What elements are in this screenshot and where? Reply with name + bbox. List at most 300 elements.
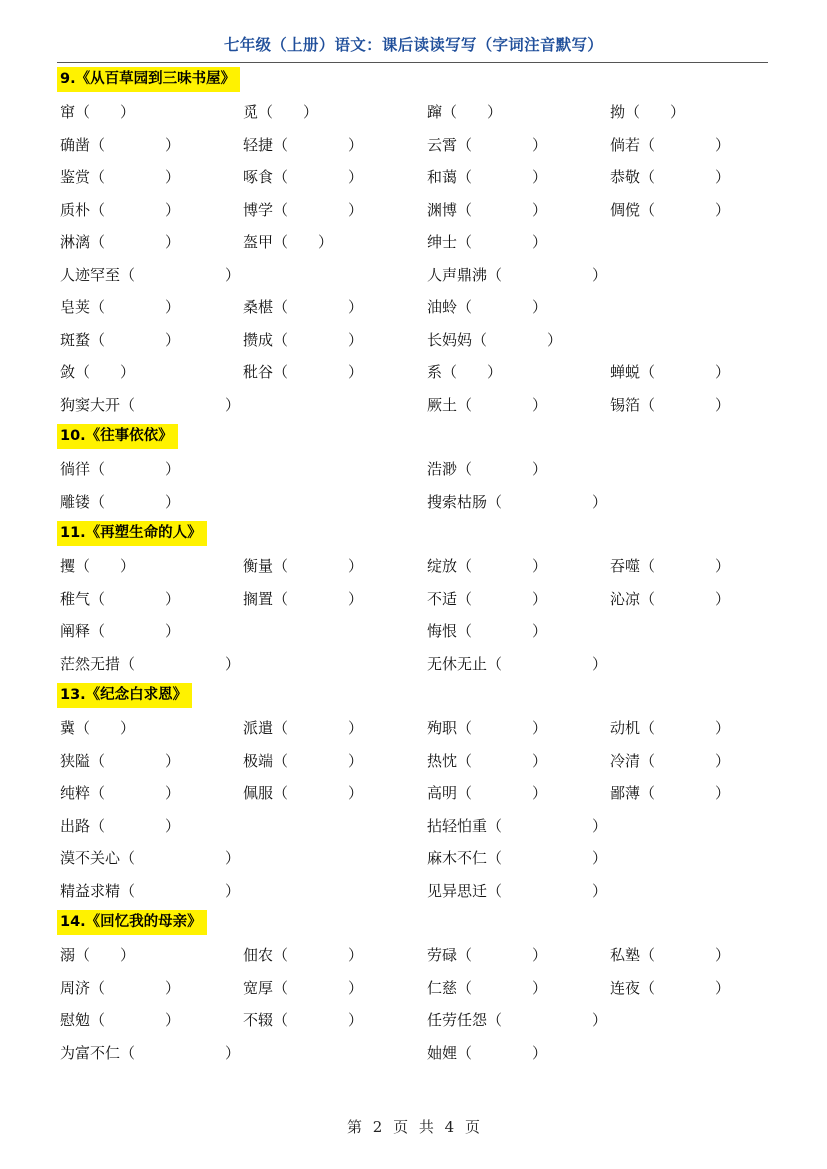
- close-paren: ）: [592, 881, 608, 900]
- pinyin-blank[interactable]: [90, 557, 120, 575]
- close-paren: ）: [225, 881, 241, 900]
- vocab-word: 浩渺: [427, 460, 458, 478]
- pinyin-blank[interactable]: [472, 460, 532, 478]
- pinyin-blank[interactable]: [502, 817, 592, 835]
- vocab-entry: [243, 583, 363, 616]
- vocab-entry: [427, 486, 607, 519]
- vocab-word: 纯粹: [60, 784, 91, 802]
- vocab-word: 热忱: [427, 751, 458, 770]
- close-paren: ）: [120, 557, 136, 575]
- open-paren: （: [90, 492, 106, 511]
- open-paren: （: [273, 557, 289, 575]
- pinyin-blank[interactable]: [105, 201, 165, 219]
- close-paren: ）: [303, 103, 319, 121]
- vocab-word: 连夜: [610, 978, 641, 997]
- pinyin-blank[interactable]: [655, 590, 715, 608]
- pinyin-blank[interactable]: [487, 331, 547, 349]
- open-paren: （: [75, 103, 91, 121]
- pinyin-blank[interactable]: [655, 363, 715, 381]
- vocab-word: 见异思迁: [427, 881, 488, 900]
- vocab-entry: [243, 712, 363, 745]
- pinyin-blank[interactable]: [288, 233, 318, 251]
- close-paren: ）: [165, 622, 181, 640]
- close-paren: ）: [532, 200, 548, 219]
- close-paren: ）: [225, 265, 241, 284]
- pinyin-blank[interactable]: [105, 233, 165, 251]
- vocab-entry: [60, 1037, 240, 1070]
- close-paren: ）: [225, 849, 241, 867]
- vocab-entry: [60, 615, 180, 648]
- vocab-word: 慰勉: [60, 1011, 91, 1029]
- pinyin-blank[interactable]: [105, 979, 165, 997]
- vocab-entry: [60, 777, 180, 810]
- close-paren: ）: [592, 654, 608, 673]
- open-paren: （: [75, 557, 91, 575]
- pinyin-blank[interactable]: [655, 136, 715, 154]
- open-paren: （: [457, 168, 473, 186]
- open-paren: （: [75, 946, 91, 964]
- open-paren: （: [457, 233, 473, 251]
- close-paren: ）: [165, 1011, 181, 1029]
- open-paren: （: [457, 135, 473, 154]
- open-paren: （: [487, 881, 503, 900]
- vocab-row: [0, 648, 827, 681]
- vocab-entry: [60, 291, 180, 324]
- vocab-word: 殉职: [427, 719, 458, 737]
- open-paren: （: [90, 200, 106, 219]
- vocab-entry: [427, 1037, 547, 1070]
- pinyin-blank[interactable]: [135, 266, 225, 284]
- vocab-entry: [427, 324, 562, 357]
- pinyin-blank[interactable]: [105, 168, 165, 186]
- open-paren: （: [75, 363, 91, 381]
- vocab-entry: [60, 129, 180, 162]
- vocab-word: 觅: [243, 103, 259, 121]
- vocab-entry: [610, 96, 685, 129]
- vocab-row: [0, 745, 827, 778]
- vocab-entry: [427, 550, 547, 583]
- pinyin-blank[interactable]: [288, 557, 348, 575]
- vocab-word: 狭隘: [60, 751, 91, 770]
- vocab-row: [0, 939, 827, 972]
- worksheet-body: [0, 64, 827, 1069]
- close-paren: ）: [592, 265, 608, 284]
- vocab-row: [0, 810, 827, 843]
- pinyin-blank[interactable]: [640, 103, 670, 121]
- vocab-row: [0, 96, 827, 129]
- pinyin-blank[interactable]: [472, 784, 532, 802]
- vocab-word: 恭敬: [610, 168, 641, 186]
- close-paren: ）: [592, 849, 608, 867]
- open-paren: （: [273, 978, 289, 997]
- vocab-entry: [427, 648, 607, 681]
- vocab-entry: [243, 777, 363, 810]
- vocab-word: 周济: [60, 978, 91, 997]
- close-paren: ）: [715, 135, 731, 154]
- pinyin-blank[interactable]: [472, 590, 532, 608]
- vocab-row: [0, 486, 827, 519]
- vocab-word: 极端: [243, 751, 274, 770]
- close-paren: ）: [120, 946, 136, 964]
- open-paren: （: [90, 784, 106, 802]
- close-paren: ）: [532, 978, 548, 997]
- open-paren: （: [273, 784, 289, 802]
- vocab-entry: [243, 96, 318, 129]
- open-paren: （: [487, 1011, 503, 1029]
- vocab-word: 系: [427, 363, 443, 381]
- pinyin-blank[interactable]: [288, 752, 348, 770]
- pinyin-blank[interactable]: [472, 622, 532, 640]
- vocab-entry: [610, 389, 730, 422]
- vocab-word: 佃农: [243, 946, 274, 964]
- vocab-word: 盔甲: [243, 233, 274, 251]
- pinyin-blank[interactable]: [105, 460, 165, 478]
- close-paren: ）: [165, 233, 181, 251]
- vocab-entry: [610, 583, 730, 616]
- vocab-word: 任劳任怨: [427, 1011, 488, 1029]
- vocab-row: [0, 453, 827, 486]
- vocab-entry: [427, 875, 607, 908]
- vocab-entry: [243, 194, 363, 227]
- vocab-entry: [243, 550, 363, 583]
- close-paren: ）: [348, 168, 364, 186]
- pinyin-blank[interactable]: [472, 557, 532, 575]
- pinyin-blank[interactable]: [90, 946, 120, 964]
- pinyin-blank[interactable]: [472, 1044, 532, 1062]
- vocab-entry: [60, 161, 180, 194]
- open-paren: （: [457, 1043, 473, 1062]
- pinyin-blank[interactable]: [288, 946, 348, 964]
- vocab-word: 吞噬: [610, 557, 641, 575]
- vocab-word: 不适: [427, 589, 458, 608]
- close-paren: ）: [715, 978, 731, 997]
- close-paren: ）: [532, 589, 548, 608]
- close-paren: ）: [715, 363, 731, 381]
- pinyin-blank[interactable]: [472, 233, 532, 251]
- vocab-entry: [610, 939, 730, 972]
- close-paren: ）: [165, 298, 181, 316]
- pinyin-blank[interactable]: [288, 719, 348, 737]
- pinyin-blank[interactable]: [105, 622, 165, 640]
- pinyin-blank[interactable]: [472, 719, 532, 737]
- vocab-word: 质朴: [60, 200, 91, 219]
- vocab-word: 搁置: [243, 589, 274, 608]
- vocab-word: 淋漓: [60, 233, 91, 251]
- close-paren: ）: [592, 816, 608, 835]
- close-paren: ）: [547, 330, 563, 349]
- vocab-row: [0, 356, 827, 389]
- pinyin-blank[interactable]: [502, 1011, 592, 1029]
- pinyin-blank[interactable]: [502, 493, 592, 511]
- vocab-word: 为富不仁: [60, 1043, 121, 1062]
- vocab-row: [0, 324, 827, 357]
- pinyin-blank[interactable]: [90, 719, 120, 737]
- vocab-row: [0, 615, 827, 648]
- open-paren: （: [640, 784, 656, 802]
- open-paren: （: [273, 719, 289, 737]
- vocab-entry: [60, 226, 180, 259]
- pinyin-blank[interactable]: [105, 136, 165, 154]
- pinyin-blank[interactable]: [502, 849, 592, 867]
- open-paren: （: [90, 233, 106, 251]
- open-paren: （: [457, 589, 473, 608]
- vocab-entry: [427, 291, 547, 324]
- vocab-word: 派遣: [243, 719, 274, 737]
- vocab-entry: [427, 615, 547, 648]
- vocab-entry: [243, 1004, 363, 1037]
- open-paren: （: [120, 1043, 136, 1062]
- open-paren: （: [472, 330, 488, 349]
- close-paren: ）: [120, 719, 136, 737]
- vocab-word: 长妈妈: [427, 330, 473, 349]
- close-paren: ）: [532, 719, 548, 737]
- pinyin-blank[interactable]: [288, 590, 348, 608]
- vocab-word: 高明: [427, 784, 458, 802]
- vocab-entry: [60, 648, 240, 681]
- section-heading: 14.《回忆我的母亲》: [57, 910, 207, 935]
- open-paren: （: [442, 103, 458, 121]
- pinyin-blank[interactable]: [105, 298, 165, 316]
- pinyin-blank[interactable]: [472, 946, 532, 964]
- close-paren: ）: [165, 816, 181, 835]
- open-paren: （: [487, 849, 503, 867]
- close-paren: ）: [348, 751, 364, 770]
- open-paren: （: [487, 492, 503, 511]
- vocab-row: [0, 972, 827, 1005]
- close-paren: ）: [348, 135, 364, 154]
- pinyin-blank[interactable]: [105, 590, 165, 608]
- vocab-word: 仁慈: [427, 978, 458, 997]
- vocab-word: 攫: [60, 557, 76, 575]
- close-paren: ）: [348, 946, 364, 964]
- vocab-entry: [427, 453, 547, 486]
- vocab-row: [0, 777, 827, 810]
- pinyin-blank[interactable]: [655, 168, 715, 186]
- close-paren: ）: [165, 589, 181, 608]
- close-paren: ）: [165, 784, 181, 802]
- vocab-entry: [60, 259, 240, 292]
- pinyin-blank[interactable]: [655, 201, 715, 219]
- close-paren: ）: [225, 395, 241, 414]
- pinyin-blank[interactable]: [457, 363, 487, 381]
- pinyin-blank[interactable]: [105, 1011, 165, 1029]
- vocab-entry: [60, 486, 180, 519]
- pinyin-blank[interactable]: [288, 168, 348, 186]
- vocab-word: 佩服: [243, 784, 274, 802]
- vocab-entry: [427, 96, 502, 129]
- open-paren: （: [273, 298, 289, 316]
- pinyin-blank[interactable]: [288, 298, 348, 316]
- open-paren: （: [120, 395, 136, 414]
- open-paren: （: [487, 816, 503, 835]
- pinyin-blank[interactable]: [502, 882, 592, 900]
- pinyin-blank[interactable]: [655, 784, 715, 802]
- vocab-entry: [427, 389, 547, 422]
- pinyin-blank[interactable]: [273, 103, 303, 121]
- close-paren: ）: [165, 978, 181, 997]
- vocab-entry: [610, 712, 730, 745]
- pinyin-blank[interactable]: [288, 136, 348, 154]
- vocab-entry: [427, 939, 547, 972]
- vocab-word: 窜: [60, 103, 76, 121]
- vocab-word: 漠不关心: [60, 849, 121, 867]
- vocab-word: 拗: [610, 103, 626, 121]
- close-paren: ）: [592, 492, 608, 511]
- vocab-entry: [427, 259, 607, 292]
- vocab-word: 桑椹: [243, 298, 274, 316]
- vocab-entry: [243, 129, 363, 162]
- close-paren: ）: [348, 719, 364, 737]
- vocab-word: 冀: [60, 719, 76, 737]
- pinyin-blank[interactable]: [655, 557, 715, 575]
- page-number: 第 2 页 共 4 页: [347, 1118, 480, 1136]
- vocab-word: 私塾: [610, 946, 641, 964]
- close-paren: ）: [532, 557, 548, 575]
- pinyin-blank[interactable]: [472, 979, 532, 997]
- open-paren: （: [120, 881, 136, 900]
- pinyin-blank[interactable]: [105, 784, 165, 802]
- vocab-entry: [427, 129, 547, 162]
- section-heading-row: [0, 421, 827, 453]
- open-paren: （: [273, 200, 289, 219]
- vocab-word: 徜徉: [60, 460, 91, 478]
- close-paren: ）: [165, 135, 181, 154]
- pinyin-blank[interactable]: [472, 168, 532, 186]
- vocab-entry: [427, 161, 547, 194]
- close-paren: ）: [532, 946, 548, 964]
- open-paren: （: [640, 978, 656, 997]
- vocab-row: [0, 291, 827, 324]
- close-paren: ）: [715, 946, 731, 964]
- pinyin-blank[interactable]: [655, 979, 715, 997]
- vocab-entry: [60, 356, 135, 389]
- pinyin-blank[interactable]: [502, 266, 592, 284]
- vocab-row: [0, 226, 827, 259]
- pinyin-blank[interactable]: [288, 331, 348, 349]
- pinyin-blank[interactable]: [472, 396, 532, 414]
- pinyin-blank[interactable]: [135, 882, 225, 900]
- open-paren: （: [273, 330, 289, 349]
- vocab-row: [0, 194, 827, 227]
- pinyin-blank[interactable]: [288, 201, 348, 219]
- pinyin-blank[interactable]: [288, 784, 348, 802]
- vocab-entry: [243, 356, 363, 389]
- open-paren: （: [640, 135, 656, 154]
- vocab-word: 溺: [60, 946, 76, 964]
- open-paren: （: [90, 816, 106, 835]
- pinyin-blank[interactable]: [457, 103, 487, 121]
- pinyin-blank[interactable]: [135, 1044, 225, 1062]
- pinyin-blank[interactable]: [105, 331, 165, 349]
- close-paren: ）: [532, 298, 548, 316]
- pinyin-blank[interactable]: [655, 946, 715, 964]
- close-paren: ）: [348, 784, 364, 802]
- open-paren: （: [273, 751, 289, 770]
- vocab-row: [0, 161, 827, 194]
- open-paren: （: [273, 135, 289, 154]
- open-paren: （: [90, 589, 106, 608]
- vocab-word: 云霄: [427, 135, 458, 154]
- vocab-word: 阐释: [60, 622, 91, 640]
- vocab-row: [0, 842, 827, 875]
- vocab-word: 渊博: [427, 200, 458, 219]
- vocab-word: 狗窦大开: [60, 395, 121, 414]
- vocab-word: 蹿: [427, 103, 443, 121]
- vocab-entry: [427, 842, 607, 875]
- open-paren: （: [625, 103, 641, 121]
- open-paren: （: [90, 330, 106, 349]
- vocab-word: 麻木不仁: [427, 849, 488, 867]
- close-paren: ）: [532, 233, 548, 251]
- vocab-entry: [427, 810, 607, 843]
- vocab-entry: [243, 291, 363, 324]
- pinyin-blank[interactable]: [472, 201, 532, 219]
- vocab-entry: [610, 972, 730, 1005]
- open-paren: （: [457, 622, 473, 640]
- pinyin-blank[interactable]: [135, 655, 225, 673]
- close-paren: ）: [715, 784, 731, 802]
- pinyin-blank[interactable]: [135, 396, 225, 414]
- pinyin-blank[interactable]: [288, 363, 348, 381]
- vocab-entry: [427, 1004, 607, 1037]
- open-paren: （: [273, 946, 289, 964]
- pinyin-blank[interactable]: [655, 752, 715, 770]
- vocab-word: 啄食: [243, 168, 274, 186]
- close-paren: ）: [225, 1043, 241, 1062]
- vocab-word: 雕镂: [60, 492, 91, 511]
- open-paren: （: [457, 395, 473, 414]
- vocab-entry: [243, 745, 363, 778]
- vocab-word: 油蛉: [427, 298, 458, 316]
- pinyin-blank[interactable]: [90, 363, 120, 381]
- close-paren: ）: [165, 168, 181, 186]
- vocab-entry: [60, 745, 180, 778]
- pinyin-blank[interactable]: [135, 849, 225, 867]
- pinyin-blank[interactable]: [655, 396, 715, 414]
- close-paren: ）: [715, 719, 731, 737]
- pinyin-blank[interactable]: [655, 719, 715, 737]
- pinyin-blank[interactable]: [105, 817, 165, 835]
- open-paren: （: [640, 557, 656, 575]
- vocab-entry: [610, 194, 730, 227]
- close-paren: ）: [348, 330, 364, 349]
- vocab-entry: [427, 745, 547, 778]
- vocab-word: 不辍: [243, 1011, 274, 1029]
- pinyin-blank[interactable]: [472, 298, 532, 316]
- pinyin-blank[interactable]: [105, 493, 165, 511]
- pinyin-blank[interactable]: [90, 103, 120, 121]
- pinyin-blank[interactable]: [472, 136, 532, 154]
- pinyin-blank[interactable]: [288, 979, 348, 997]
- close-paren: ）: [165, 460, 181, 478]
- vocab-entry: [60, 810, 180, 843]
- vocab-row: [0, 583, 827, 616]
- close-paren: ）: [715, 557, 731, 575]
- close-paren: ）: [532, 784, 548, 802]
- vocab-word: 搜索枯肠: [427, 492, 488, 511]
- pinyin-blank[interactable]: [288, 1011, 348, 1029]
- vocab-word: 绅士: [427, 233, 458, 251]
- pinyin-blank[interactable]: [502, 655, 592, 673]
- pinyin-blank[interactable]: [472, 752, 532, 770]
- vocab-entry: [60, 453, 180, 486]
- vocab-entry: [60, 875, 240, 908]
- vocab-entry: [243, 226, 333, 259]
- open-paren: （: [640, 589, 656, 608]
- pinyin-blank[interactable]: [105, 752, 165, 770]
- open-paren: （: [120, 265, 136, 284]
- open-paren: （: [487, 265, 503, 284]
